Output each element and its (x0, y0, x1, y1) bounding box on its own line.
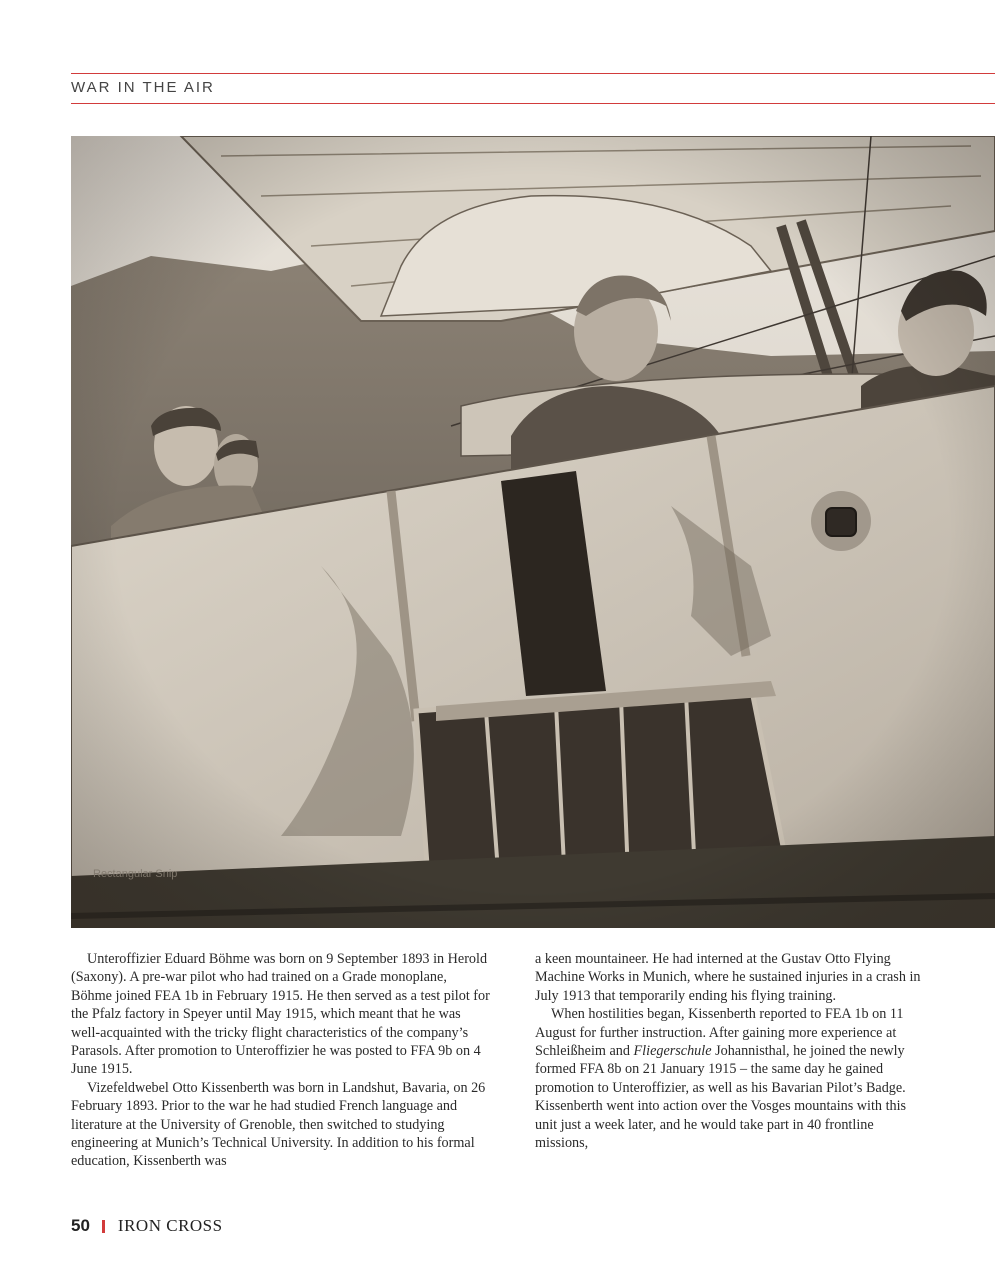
aircraft-photo-illustration (71, 136, 995, 928)
page-number: 50 (71, 1216, 90, 1235)
paragraph: Vizefeldwebel Otto Kissenberth was born in Landshut, Bavaria, on 26 February 1893. Prior to the war he had studied French language and literature at the University of Grenoble, then switched to studying engineering at Munich’s Technical University. In addition to his formal education, Kissenberth was (71, 1079, 486, 1170)
paragraph: Unteroffizier Eduard Böhme was born on 9 September 1893 in Herold (Saxony). A pre-war pilot who had trained on a Grade monoplane, Böhme joined FEA 1b in February 1915. He then served as a test pilot for the Pfalz factory in Speyer until May 1915, which meant that he was well-acquainted with the tricky flight characteristics of the company’s Parasols. After promotion to Unteroffizier he was posted to FFA 9b on 4 June 1915. (71, 951, 490, 1078)
footer-separator (102, 1220, 105, 1233)
paragraph-text: When hostilities began, Kissenberth reported to FEA 1b on 11 August for further instruction. After gaining more experience at Schleißheim and (535, 1006, 904, 1060)
page-footer (71, 1215, 223, 1237)
body-column-left (71, 950, 491, 1171)
magazine-title: IRON CROSS (117, 1216, 223, 1235)
aircraft-photo (71, 136, 995, 928)
italic-term: Fliegerschule (633, 1043, 712, 1060)
paragraph: a keen mountaineer. He had interned at the Gustav Otto Flying Machine Works in Munich, where he sustained injuries in a crash in July 1913 that temporarily ending his flying training. (535, 951, 921, 1004)
header-rule-top (71, 73, 995, 74)
section-title: WAR IN THE AIR (71, 79, 215, 96)
header-rule-bottom (71, 103, 995, 104)
body-column-right (535, 950, 925, 1152)
paragraph-text: Johannisthal, he joined the newly formed FFA 8b on 21 January 1915 – the same day he gained promotion to Unteroffizier, as well as his Bavarian Pilot’s Badge. Kissenberth went into action over the Vosges mountains with this unit just a week later, and he would take part in 40 frontline missions, (535, 1043, 907, 1152)
paragraph (535, 1005, 925, 1152)
